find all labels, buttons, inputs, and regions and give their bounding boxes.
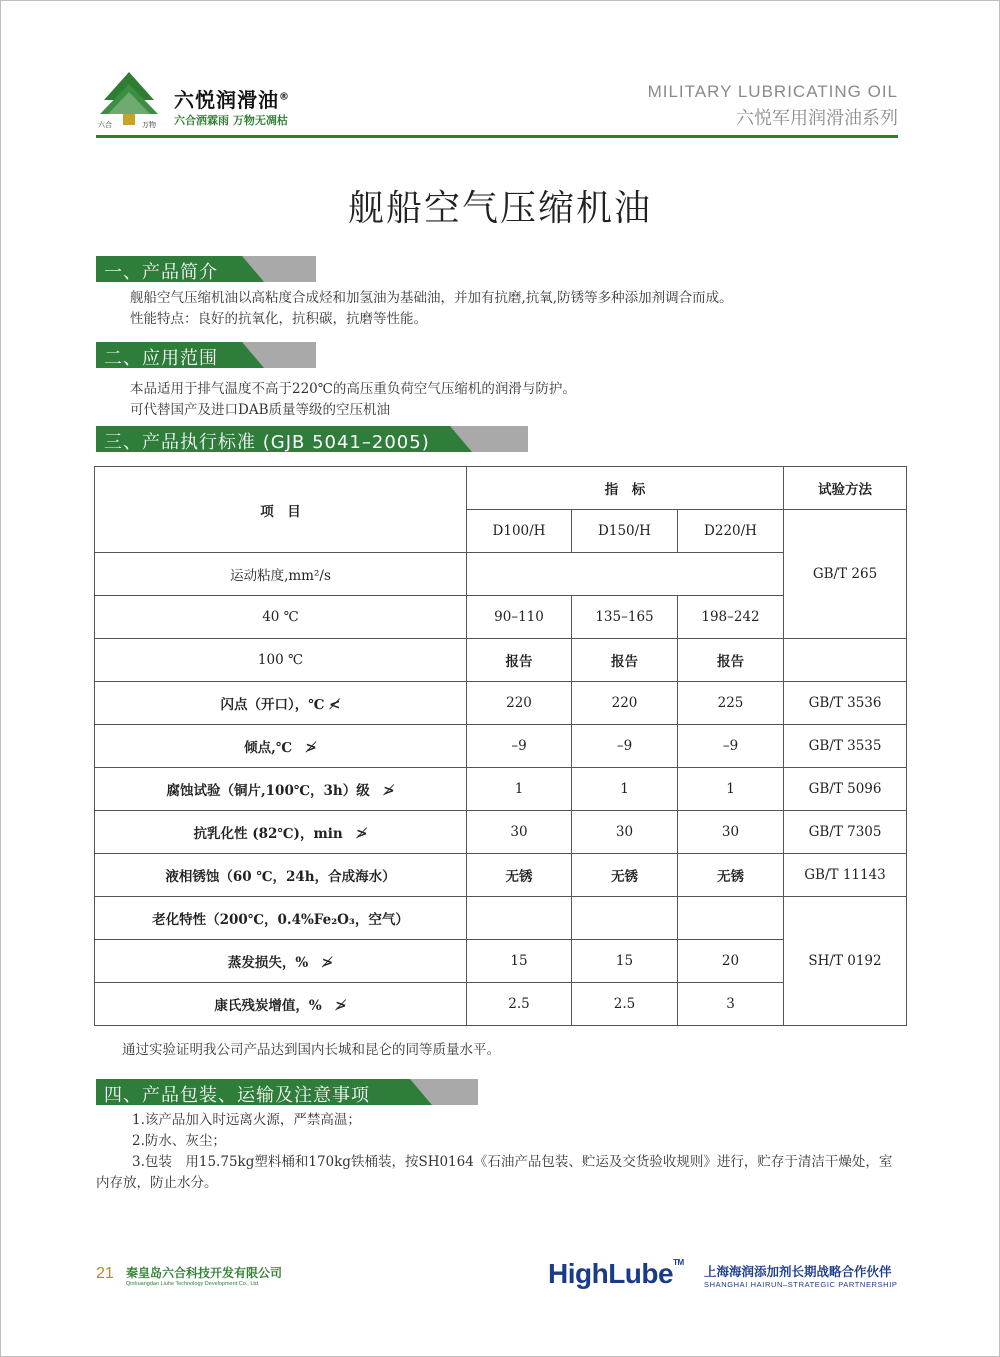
header-divider	[96, 135, 898, 138]
header-method: 试验方法	[784, 467, 907, 510]
value-cell: –9	[467, 725, 572, 768]
row-label: 运动粘度,mm²/s	[95, 553, 467, 596]
company-name-en: Qinhuangdao Liuhe Technology Development Co., Ltd.	[126, 1281, 260, 1287]
empty-cell	[467, 553, 784, 596]
intro-text	[130, 288, 733, 330]
value-cell: 220	[572, 682, 678, 725]
value-cell: 1	[572, 768, 678, 811]
grade-header: D150/H	[572, 510, 678, 553]
section-label: 二、应用范围	[104, 348, 218, 369]
logo-left-text: 六合	[98, 121, 112, 129]
series-title-cn: 六悦军用润滑油系列	[736, 108, 898, 129]
method-cell: GB/T 5096	[784, 768, 907, 811]
value-cell: 无锈	[678, 854, 784, 897]
row-label: 腐蚀试验（铜片,100℃，3h）级 ≯	[95, 768, 467, 811]
partner-text-en: SHANGHAI HAIRUN–STRATEGIC PARTNERSHIP	[704, 1280, 898, 1289]
packing-item: 3.包装 用15.75kg塑料桶和170kg铁桶装，按SH0164《石油产品包装、贮运及交货验收规则》进行，贮存于清洁干燥处，室内存放，防止水分。	[96, 1154, 893, 1191]
method-cell: GB/T 11143	[784, 854, 907, 897]
value-cell: 1	[678, 768, 784, 811]
packing-item: 2.防水、灰尘；	[132, 1133, 226, 1149]
row-label: 倾点,℃ ≯	[95, 725, 467, 768]
value-cell: 20	[678, 940, 784, 983]
value-cell: 1	[467, 768, 572, 811]
value-cell: 135–165	[572, 596, 678, 639]
value-cell: 225	[678, 682, 784, 725]
value-cell: 30	[467, 811, 572, 854]
scope-text	[130, 379, 576, 421]
row-label: 老化特性（200℃，0.4%Fe₂O₃，空气）	[95, 897, 467, 940]
value-cell: –9	[572, 725, 678, 768]
value-cell: 无锈	[572, 854, 678, 897]
spec-table	[94, 466, 907, 1026]
row-label: 蒸发损失，% ≯	[95, 940, 467, 983]
quality-note: 通过实验证明我公司产品达到国内长城和昆仑的同等质量水平。	[122, 1042, 500, 1058]
value-cell: 30	[572, 811, 678, 854]
value-cell: 报告	[678, 639, 784, 682]
scope-line: 本品适用于排气温度不高于220℃的高压重负荷空气压缩机的润滑与防护。	[130, 381, 576, 397]
brand-slogan: 六合洒霖雨 万物无凋枯	[174, 114, 288, 127]
row-label: 抗乳化性 (82℃)，min ≯	[95, 811, 467, 854]
logo-right-text: 万物	[142, 121, 156, 129]
value-cell: 报告	[467, 639, 572, 682]
method-cell: SH/T 0192	[784, 897, 907, 1026]
empty-cell	[467, 897, 572, 940]
section-label: 四、产品包装、运输及注意事项	[104, 1085, 370, 1106]
brand-logo-icon	[96, 70, 162, 130]
section-header-intro	[96, 256, 316, 282]
method-cell: GB/T 7305	[784, 811, 907, 854]
section-label: 一、产品简介	[104, 262, 218, 283]
value-cell: 15	[467, 940, 572, 983]
trademark-mark: TM	[673, 1258, 684, 1267]
value-cell: –9	[678, 725, 784, 768]
highlube-logo	[548, 1258, 684, 1290]
method-cell: GB/T 265	[784, 510, 907, 639]
section-header-packing	[96, 1079, 478, 1105]
value-cell: 15	[572, 940, 678, 983]
scope-line: 可代替国产及进口DAB质量等级的空压机油	[130, 402, 390, 418]
value-cell: 198–242	[678, 596, 784, 639]
intro-line: 性能特点：良好的抗氧化，抗积碳，抗磨等性能。	[130, 311, 427, 327]
packing-item: 1.该产品加入时远离火源，严禁高温；	[132, 1112, 361, 1128]
empty-cell	[678, 897, 784, 940]
page-title: 舰船空气压缩机油	[347, 188, 652, 229]
row-label: 闪点（开口），℃ ≮	[95, 682, 467, 725]
series-title-en: MILITARY LUBRICATING OIL	[647, 82, 898, 101]
value-cell: 30	[678, 811, 784, 854]
value-cell: 报告	[572, 639, 678, 682]
value-cell: 3	[678, 983, 784, 1026]
packing-list	[96, 1110, 898, 1194]
row-label: 液相锈蚀（60 ℃，24h，合成海水）	[95, 854, 467, 897]
section-label: 三、产品执行标准 (GJB 5041–2005)	[104, 432, 430, 453]
header-item: 项 目	[95, 467, 467, 553]
method-cell: GB/T 3535	[784, 725, 907, 768]
grade-header: D220/H	[678, 510, 784, 553]
row-label: 100 ℃	[95, 639, 467, 682]
brand-name	[174, 84, 290, 113]
empty-cell	[784, 639, 907, 682]
highlube-logo-text: HighLube	[548, 1258, 674, 1289]
value-cell: 2.5	[572, 983, 678, 1026]
value-cell: 220	[467, 682, 572, 725]
value-cell: 90–110	[467, 596, 572, 639]
value-cell: 无锈	[467, 854, 572, 897]
registered-mark: ®	[279, 91, 290, 103]
row-label: 40 ℃	[95, 596, 467, 639]
intro-line: 舰船空气压缩机油以高粘度合成烃和加氢油为基础油，并加有抗磨,抗氧,防锈等多种添加剂调合而成。	[130, 290, 733, 306]
company-name-cn: 秦皇岛六合科技开发有限公司	[126, 1266, 283, 1280]
section-header-scope	[96, 342, 316, 368]
value-cell: 2.5	[467, 983, 572, 1026]
brand-name-text: 六悦润滑油	[174, 88, 279, 112]
row-label: 康氏残炭增值，% ≯	[95, 983, 467, 1026]
method-cell: GB/T 3536	[784, 682, 907, 725]
header-index: 指 标	[467, 467, 784, 510]
empty-cell	[572, 897, 678, 940]
section-header-standard	[96, 426, 528, 452]
page-number: 21	[96, 1265, 114, 1282]
partner-text-cn: 上海海润添加剂长期战略合作伙伴	[704, 1264, 892, 1279]
grade-header: D100/H	[467, 510, 572, 553]
